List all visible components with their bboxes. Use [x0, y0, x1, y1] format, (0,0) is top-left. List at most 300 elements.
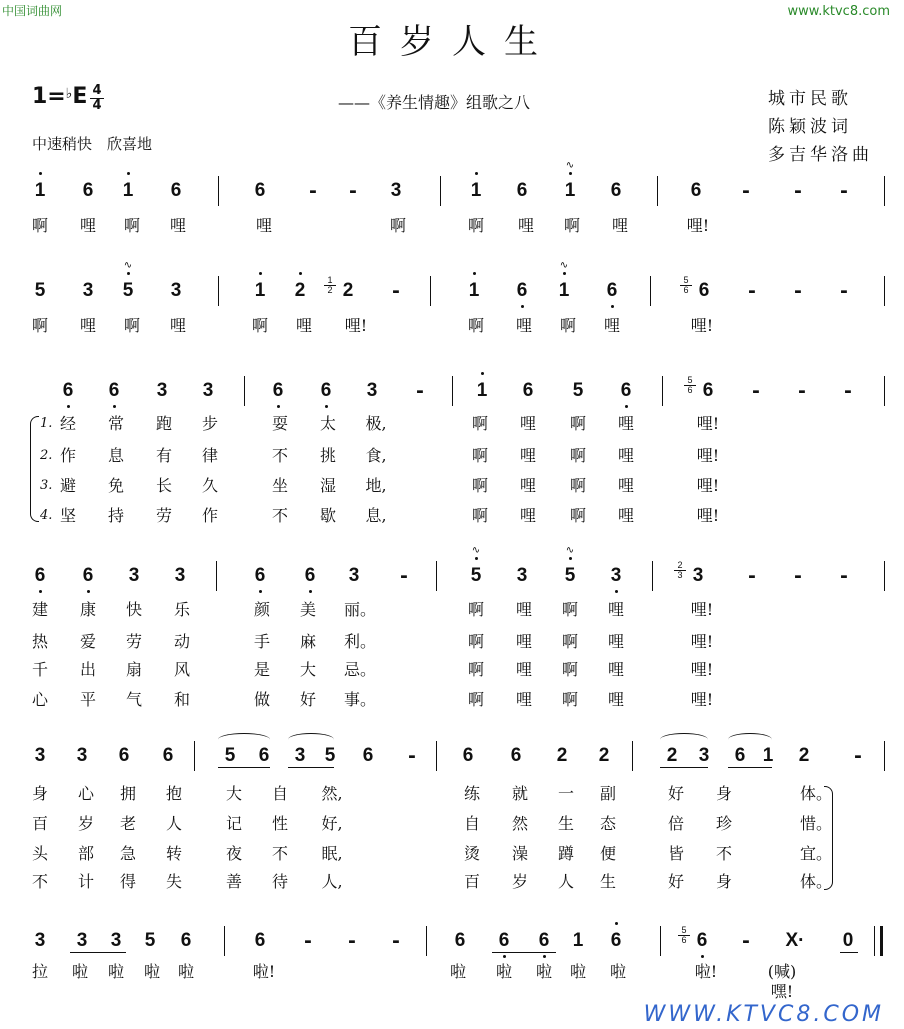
jianpu-note: 5 — [572, 380, 584, 401]
lyric-syllable: 啦 — [71, 962, 88, 981]
jianpu-note: 1 — [120, 180, 136, 202]
slur-tie — [660, 733, 708, 746]
trill-ornament: ∿ — [565, 160, 575, 171]
lyric-syllable: 律 — [201, 446, 218, 465]
jianpu-note: 1 — [762, 745, 774, 766]
jianpu-note: 6 5 6 — [700, 380, 716, 402]
lyric-syllable: 一 — [557, 784, 574, 803]
lyric-syllable: 啊 — [467, 316, 484, 335]
lyric-syllable: 心 — [31, 690, 48, 709]
lyric-syllable: 拉 — [31, 962, 48, 981]
lyric-syllable: 挑 — [319, 446, 336, 465]
jianpu-note: 6 — [302, 565, 318, 587]
jianpu-note: 6 — [180, 930, 192, 951]
credit-composer: 多吉华洛曲 — [768, 145, 873, 165]
jianpu-note: 6 — [170, 180, 182, 201]
lyric-syllable: 啊 — [471, 414, 488, 433]
watermark-url-bottom: WWW.KTVC8.COM — [643, 1002, 884, 1027]
lyric-syllable: 自 — [271, 784, 288, 803]
lyric-syllable: 善 — [225, 872, 242, 891]
lyric-syllable: 性 — [271, 814, 288, 833]
lyric-syllable: 哩! — [696, 506, 720, 525]
jianpu-note: 3 — [516, 565, 528, 586]
duration-dash: - — [844, 380, 852, 402]
jianpu-note: 6 — [462, 745, 474, 766]
lyric-syllable: 哩 — [255, 216, 272, 235]
lyric-syllable: 扇 — [125, 660, 142, 679]
lyric-syllable: 哩 — [617, 446, 634, 465]
lyric-syllable: 长 — [155, 476, 172, 495]
lyric-syllable: 人 — [165, 814, 182, 833]
lyric-syllable: 哩 — [79, 316, 96, 335]
lyric-syllable: 部 — [77, 844, 94, 863]
lyric-syllable: 免 — [107, 476, 124, 495]
lyric-syllable: 生 — [557, 814, 574, 833]
lyric-syllable: 哩 — [515, 316, 532, 335]
lyric-syllable: 啊 — [467, 632, 484, 651]
duration-dash: - — [798, 380, 806, 402]
duration-dash: - — [794, 180, 802, 202]
octave-dot-above — [569, 557, 572, 560]
lyric-syllable: 忌。 — [344, 660, 377, 679]
octave-dot-below — [277, 405, 280, 408]
jianpu-note: 1 — [474, 380, 490, 402]
eighth-note-underline — [70, 952, 126, 953]
jianpu-note: 3 — [34, 930, 46, 951]
bar-line-end — [884, 176, 885, 206]
lyric-syllable: 珍 — [715, 814, 732, 833]
lyric-syllable: 颜 — [253, 600, 270, 619]
duration-dash: - — [794, 565, 802, 587]
lyric-syllable: 热 — [31, 632, 48, 651]
jianpu-note: 6 — [60, 380, 76, 402]
song-subtitle: ——《养生情趣》组歌之八 — [338, 93, 531, 112]
lyric-syllable: 步 — [201, 414, 218, 433]
jianpu-note: 6 — [454, 930, 466, 951]
jianpu-note: 6 — [608, 930, 624, 952]
grace-note — [678, 926, 690, 945]
jianpu-note: 6 — [118, 745, 130, 766]
grace-note-top: 5 — [681, 925, 687, 935]
jianpu-note: 5 ∿ — [120, 280, 136, 302]
lyric-syllable: 啊 — [31, 316, 48, 335]
lyric-syllable: 啊 — [561, 660, 578, 679]
lyric-syllable: 惜。 — [800, 814, 833, 833]
jianpu-note: 0 — [842, 930, 854, 951]
jianpu-note: 6 — [270, 380, 286, 402]
duration-dash: - — [348, 930, 356, 952]
trill-ornament: ∿ — [559, 260, 569, 271]
grace-note-top: 5 — [683, 275, 689, 285]
lyric-syllable: 人 — [557, 872, 574, 891]
jianpu-note: 6 — [604, 280, 620, 302]
jianpu-note: 1 ∿ — [556, 280, 572, 302]
jianpu-note: 6 — [510, 745, 522, 766]
verse-number: 4. — [40, 508, 53, 523]
lyric-syllable: 急 — [119, 844, 136, 863]
eighth-note-underline — [728, 767, 772, 768]
bar-line-end — [884, 376, 885, 406]
jianpu-note: 3 — [34, 745, 46, 766]
lyric-syllable: 皆 — [667, 844, 684, 863]
jianpu-note: 3 — [76, 745, 88, 766]
lyric-syllable: 有 — [155, 446, 172, 465]
lyric-syllable: 不 — [271, 446, 288, 465]
octave-dot-below — [543, 955, 546, 958]
jianpu-note: 6 — [618, 380, 634, 402]
lyric-syllable: 康 — [79, 600, 96, 619]
lyric-syllable: 千 — [31, 660, 48, 679]
octave-dot-above — [475, 557, 478, 560]
lyric-syllable: 啦 — [535, 962, 552, 981]
lyric-syllable: 息 — [107, 446, 124, 465]
bar-line — [440, 176, 441, 206]
jianpu-note: 3 — [390, 180, 402, 201]
lyric-syllable: 哩 — [519, 476, 536, 495]
jianpu-note: 6 — [82, 180, 94, 201]
lyric-syllable: 啦 — [609, 962, 626, 981]
jianpu-note: 6 — [690, 180, 702, 201]
lyric-syllable: 哩 — [515, 690, 532, 709]
octave-dot-below — [625, 405, 628, 408]
duration-dash: - — [840, 280, 848, 302]
lyric-syllable: 建 — [31, 600, 48, 619]
lyric-syllable: 哩 — [519, 446, 536, 465]
octave-dot-above — [127, 272, 130, 275]
lyric-syllable: 啊 — [561, 632, 578, 651]
lyric-syllable: 息, — [365, 506, 387, 525]
trill-ornament: ∿ — [471, 545, 481, 556]
lyric-syllable: 计 — [77, 872, 94, 891]
lyric-syllable: 哩! — [696, 476, 720, 495]
jianpu-note: 3 — [174, 565, 186, 586]
lyric-syllable: 啦 — [177, 962, 194, 981]
lyric-syllable: 哩! — [696, 414, 720, 433]
lyric-syllable: 不 — [271, 506, 288, 525]
lyric-syllable: 便 — [599, 844, 616, 863]
lyric-syllable: 乐 — [173, 600, 190, 619]
lyric-syllable: 哩 — [295, 316, 312, 335]
bar-line — [650, 276, 651, 306]
octave-dot-below — [503, 955, 506, 958]
lyric-syllable: 动 — [173, 632, 190, 651]
time-signature: 4 4 — [90, 84, 104, 113]
lyric-syllable: 哩 — [611, 216, 628, 235]
final-bar-thick — [880, 926, 883, 956]
jianpu-note: 6 — [162, 745, 174, 766]
jianpu-note: 6 — [80, 565, 96, 587]
lyric-syllable: 自 — [463, 814, 480, 833]
jianpu-note: 6 — [106, 380, 122, 402]
jianpu-note: 3 — [82, 280, 94, 301]
octave-dot-below — [325, 405, 328, 408]
lyric-syllable: 哩 — [169, 316, 186, 335]
lyric-syllable: 哩 — [515, 632, 532, 651]
lyric-syllable: 啦! — [694, 962, 718, 981]
jianpu-note: 5 — [324, 745, 336, 766]
jianpu-note: 6 — [496, 930, 512, 952]
lyric-syllable: 气 — [125, 690, 142, 709]
trill-ornament: ∿ — [565, 545, 575, 556]
lyric-syllable: 劳 — [125, 632, 142, 651]
jianpu-note: 6 5 6 — [694, 930, 710, 952]
credit-lyricist: 陈颖波词 — [768, 117, 852, 137]
lyric-syllable: 快 — [125, 600, 142, 619]
octave-dot-below — [309, 590, 312, 593]
lyric-syllable: 好 — [667, 784, 684, 803]
octave-dot-below — [39, 590, 42, 593]
lyric-syllable: 岁 — [77, 814, 94, 833]
lyric-syllable: 地, — [365, 476, 387, 495]
lyric-syllable: 啊 — [569, 414, 586, 433]
jianpu-note: 6 — [32, 565, 48, 587]
jianpu-note: 6 — [522, 380, 534, 401]
jianpu-note: 6 — [252, 565, 268, 587]
grace-note-bottom: 6 — [678, 935, 690, 945]
tempo-marking: 中速稍快 欣喜地 — [32, 135, 153, 153]
jianpu-note: 1 — [466, 280, 482, 302]
jianpu-note: 2 — [798, 745, 810, 766]
jianpu-note: 6 — [516, 180, 528, 201]
verse-brace-left — [30, 416, 39, 522]
bar-line — [632, 741, 633, 771]
lyric-syllable: 歇 — [319, 506, 336, 525]
grace-note — [674, 561, 686, 580]
jianpu-note: 6 — [362, 745, 374, 766]
jianpu-note: 3 — [170, 280, 182, 301]
grace-note-top: 2 — [677, 560, 683, 570]
jianpu-note: 2 — [292, 280, 308, 302]
lyric-syllable: 啦 — [569, 962, 586, 981]
bar-line-end — [884, 741, 885, 771]
lyric-syllable: 啊 — [471, 446, 488, 465]
duration-dash: - — [408, 745, 416, 767]
jianpu-note: 6 — [536, 930, 552, 952]
lyric-syllable: 避 — [59, 476, 76, 495]
duration-dash: - — [304, 930, 312, 952]
bar-line-end — [884, 276, 885, 306]
lyric-syllable: 不 — [31, 872, 48, 891]
lyric-syllable: 人, — [321, 872, 343, 891]
lyric-syllable: 啦 — [107, 962, 124, 981]
lyric-syllable: 啊 — [569, 476, 586, 495]
lyric-syllable: 啊 — [389, 216, 406, 235]
lyric-syllable: 抱 — [165, 784, 182, 803]
jianpu-note: 6 — [258, 745, 270, 766]
bar-line — [194, 741, 195, 771]
lyric-syllable: 哩 — [607, 632, 624, 651]
duration-dash: - — [840, 565, 848, 587]
eighth-note-underline — [218, 767, 270, 768]
jianpu-note: 6 — [734, 745, 746, 766]
jianpu-note: 1 ∿ — [562, 180, 578, 202]
lyric-syllable: 劳 — [155, 506, 172, 525]
bar-line — [224, 926, 225, 956]
lyric-syllable: 啊 — [471, 506, 488, 525]
lyric-syllable: 哩! — [690, 690, 714, 709]
octave-dot-above — [299, 272, 302, 275]
lyric-syllable: 失 — [165, 872, 182, 891]
jianpu-note: 3 — [348, 565, 360, 586]
lyric-syllable: 啊 — [559, 316, 576, 335]
lyric-syllable: 身 — [715, 872, 732, 891]
verse-brace-right — [824, 786, 833, 890]
slur-tie — [218, 733, 270, 746]
lyric-syllable: 练 — [463, 784, 480, 803]
jianpu-note: 5 — [34, 280, 46, 301]
jianpu-note: 2 — [556, 745, 568, 766]
grace-note — [684, 376, 696, 395]
jianpu-note: 2 1 2 — [340, 280, 356, 302]
lyric-syllable: 极, — [365, 414, 387, 433]
bar-line — [218, 276, 219, 306]
jianpu-note: 1 — [572, 930, 584, 951]
jianpu-note: 3 — [202, 380, 214, 401]
octave-dot-below — [611, 305, 614, 308]
lyric-syllable: 哩 — [617, 476, 634, 495]
jianpu-note: 2 — [598, 745, 610, 766]
octave-dot-above — [563, 272, 566, 275]
grace-note-top: 5 — [687, 375, 693, 385]
bar-line — [657, 176, 658, 206]
lyric-syllable: 哩 — [517, 216, 534, 235]
lyric-syllable: 哩 — [515, 600, 532, 619]
lyric-syllable: 啊 — [467, 600, 484, 619]
lyric-syllable: 出 — [79, 660, 96, 679]
jianpu-note: 5 — [144, 930, 156, 951]
lyric-syllable: 百 — [463, 872, 480, 891]
lyric-syllable: 哩! — [344, 316, 368, 335]
octave-dot-above — [473, 272, 476, 275]
lyric-syllable: 做 — [253, 690, 270, 709]
lyric-syllable: 好 — [299, 690, 316, 709]
bar-line — [426, 926, 427, 956]
lyric-syllable: 哩 — [519, 414, 536, 433]
eighth-note-underline — [840, 952, 858, 953]
lyric-syllable: 麻 — [299, 632, 316, 651]
lyric-syllable: 手 — [253, 632, 270, 651]
lyric-syllable: 哩 — [607, 690, 624, 709]
lyric-syllable: 啊 — [569, 446, 586, 465]
lyric-syllable: 久 — [201, 476, 218, 495]
duration-dash: - — [748, 565, 756, 587]
jianpu-note: X· — [785, 930, 805, 951]
duration-dash: - — [794, 280, 802, 302]
lyric-syllable: 哩 — [607, 600, 624, 619]
lyric-syllable: 爱 — [79, 632, 96, 651]
duration-dash: - — [742, 930, 750, 952]
eighth-note-underline — [492, 952, 556, 953]
lyric-syllable: 哩! — [690, 632, 714, 651]
eighth-note-underline — [660, 767, 708, 768]
lyric-syllable: 副 — [599, 784, 616, 803]
lyric-syllable: 转 — [165, 844, 182, 863]
lyric-syllable: 哩 — [603, 316, 620, 335]
lyric-syllable: 美 — [299, 600, 316, 619]
bar-line — [436, 561, 437, 591]
lyric-syllable: 不 — [715, 844, 732, 863]
verse-number: 3. — [40, 478, 53, 493]
octave-dot-below — [521, 305, 524, 308]
credit-genre: 城市民歌 — [768, 89, 852, 109]
song-title: 百岁人生 — [348, 22, 556, 62]
duration-dash: - — [854, 745, 862, 767]
lyric-syllable: 食, — [365, 446, 387, 465]
bar-line-end — [884, 561, 885, 591]
lyric-syllable: 湿 — [319, 476, 336, 495]
jianpu-note: 3 — [156, 380, 168, 401]
bar-line — [652, 561, 653, 591]
jianpu-note: 3 — [698, 745, 710, 766]
lyric-syllable: 风 — [173, 660, 190, 679]
lyric-syllable: 好 — [667, 872, 684, 891]
lyric-syllable: 身 — [715, 784, 732, 803]
lyric-syllable: 啊 — [561, 600, 578, 619]
jianpu-note: 1 — [252, 280, 268, 302]
grace-note-top: 1 — [327, 275, 333, 285]
lyric-syllable: 啊 — [123, 316, 140, 335]
lyric-syllable: 身 — [31, 784, 48, 803]
verse-number: 1. — [40, 416, 53, 431]
duration-dash: - — [400, 565, 408, 587]
lyric-syllable: 啊 — [569, 506, 586, 525]
lyric-syllable: 啦 — [495, 962, 512, 981]
duration-dash: - — [349, 180, 357, 202]
grace-note-bottom: 6 — [680, 285, 692, 295]
lyric-syllable: 哩 — [607, 660, 624, 679]
lyric-syllable: 待 — [271, 872, 288, 891]
lyric-syllable: 头 — [31, 844, 48, 863]
jianpu-note: 3 — [366, 380, 378, 401]
jianpu-note: 1 — [468, 180, 484, 202]
lyric-syllable: 然 — [511, 814, 528, 833]
jianpu-note: 5 ∿ — [468, 565, 484, 587]
octave-dot-below — [701, 955, 704, 958]
lyric-syllable: 啊 — [561, 690, 578, 709]
lyric-syllable: 岁 — [511, 872, 528, 891]
octave-dot-below — [615, 590, 618, 593]
grace-note-bottom: 3 — [674, 570, 686, 580]
duration-dash: - — [748, 280, 756, 302]
jianpu-note: 3 — [76, 930, 88, 951]
octave-dot-above — [127, 172, 130, 175]
lyric-syllable: (喊)嘿! — [767, 962, 797, 1001]
duration-dash: - — [752, 380, 760, 402]
lyric-syllable: 夜 — [225, 844, 242, 863]
lyric-syllable: 常 — [107, 414, 124, 433]
lyric-syllable: 啊 — [251, 316, 268, 335]
bar-line — [218, 176, 219, 206]
duration-dash: - — [309, 180, 317, 202]
lyric-syllable: 记 — [225, 814, 242, 833]
jianpu-note: 3 — [294, 745, 306, 766]
lyric-syllable: 坚 — [59, 506, 76, 525]
lyric-syllable: 眠, — [321, 844, 343, 863]
lyric-syllable: 经 — [59, 414, 76, 433]
lyric-syllable: 事。 — [344, 690, 377, 709]
duration-dash: - — [840, 180, 848, 202]
grace-note — [324, 276, 336, 295]
bar-line — [244, 376, 245, 406]
lyric-syllable: 啊 — [471, 476, 488, 495]
octave-dot-below — [67, 405, 70, 408]
lyric-syllable: 烫 — [463, 844, 480, 863]
jianpu-note: 6 — [514, 280, 530, 302]
jianpu-note: 3 2 3 — [690, 565, 706, 587]
jianpu-note: 5 ∿ — [562, 565, 578, 587]
lyric-syllable: 作 — [59, 446, 76, 465]
jianpu-note: 5 — [224, 745, 236, 766]
